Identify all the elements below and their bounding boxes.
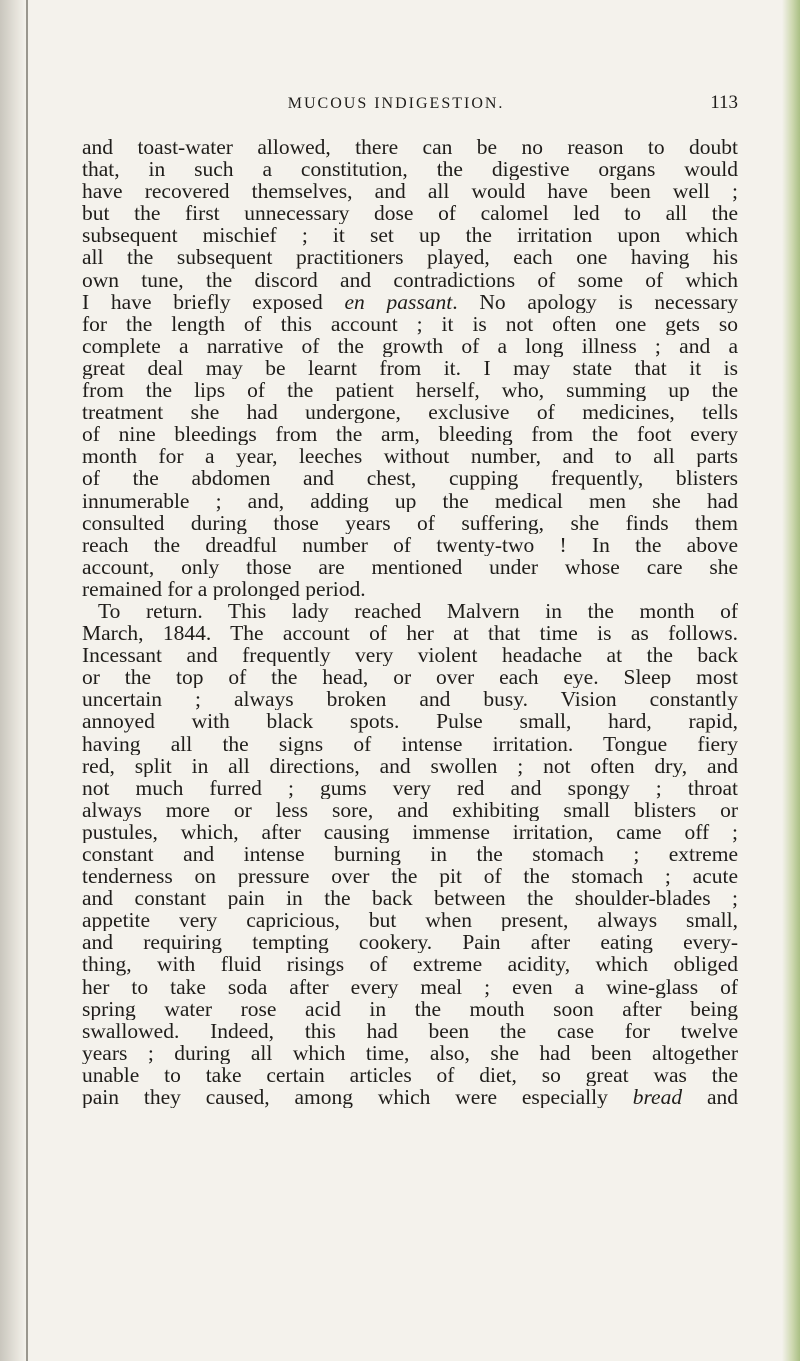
text-line: but the first unnecessary dose of calomel led to all the <box>82 202 738 225</box>
text-line: her to take soda after every meal ; even a wine-glass of <box>82 975 738 998</box>
text-line: March, 1844. The account of her at that time is as follows. <box>82 622 738 645</box>
text-line: or the top of the head, or over each eye. Sleep most <box>82 666 738 689</box>
binding-edge <box>26 0 28 1361</box>
text-line: not much furred ; gums very red and spongy ; throat <box>82 776 738 799</box>
text-line: and requiring tempting cookery. Pain after eating every- <box>82 931 738 954</box>
text-line: always more or less sore, and exhibiting small blisters or <box>82 798 738 821</box>
text-line: thing, with fluid risings of extreme acidity, which obliged <box>82 953 738 976</box>
text-line: have recovered themselves, and all would have been well ; <box>82 180 738 203</box>
text-line: unable to take certain articles of diet, so great was the <box>82 1063 738 1087</box>
text-line: swallowed. Indeed, this had been the case for twelve <box>82 1019 738 1042</box>
text-line: I have briefly exposed en passant. No apology is necessary <box>82 290 738 313</box>
page-gutter-right <box>782 0 800 1361</box>
text-line: treatment she had undergone, exclusive of medicines, tells <box>82 401 738 424</box>
text-line: all the subsequent practitioners played, each one having his <box>82 246 738 269</box>
body-text <box>82 136 738 1108</box>
text-line: remained for a prolonged period. <box>82 577 366 600</box>
text-line: own tune, the discord and contradictions of some of which <box>82 268 738 291</box>
text-line: uncertain ; always broken and busy. Vision constantly <box>82 688 738 711</box>
text-line: month for a year, leeches without number, and to all parts <box>82 445 738 468</box>
text-line: and toast-water allowed, there can be no reason to doubt <box>82 136 738 159</box>
text-line: years ; during all which time, also, she had been altogether <box>82 1041 738 1064</box>
text-line: complete a narrative of the growth of a long illness ; and a <box>82 334 738 357</box>
text-line: consulted during those years of suffering, she finds them <box>82 511 738 534</box>
text-line: pain they caused, among which were especially bread and <box>82 1086 738 1109</box>
text-line: To return. This lady reached Malvern in the month of <box>98 599 738 623</box>
book-page <box>82 92 738 1108</box>
text-line: spring water rose acid in the mouth soon after being <box>82 997 738 1020</box>
text-line: that, in such a constitution, the digestive organs would <box>82 158 738 181</box>
text-line: annoyed with black spots. Pulse small, hard, rapid, <box>82 710 738 733</box>
text-line: constant and intense burning in the stomach ; extreme <box>82 843 738 866</box>
text-line: Incessant and frequently very violent headache at the back <box>82 644 738 667</box>
text-line: account, only those are mentioned under whose care she <box>82 555 738 578</box>
text-line: reach the dreadful number of twenty-two ! In the above <box>82 533 738 556</box>
text-line: from the lips of the patient herself, who, summing up the <box>82 379 738 402</box>
page-gutter-left <box>0 0 26 1361</box>
text-line: tenderness on pressure over the pit of the stomach ; acute <box>82 865 738 888</box>
text-line: of nine bleedings from the arm, bleeding from the foot every <box>82 423 738 446</box>
text-line: innumerable ; and, adding up the medical men she had <box>82 489 738 512</box>
text-line: for the length of this account ; it is not often one gets so <box>82 312 738 335</box>
text-line: appetite very capricious, but when present, always small, <box>82 909 738 932</box>
text-line: of the abdomen and chest, cupping frequently, blisters <box>82 467 738 490</box>
text-line: subsequent mischief ; it set up the irritation upon which <box>82 224 738 247</box>
text-line: red, split in all directions, and swollen ; not often dry, and <box>82 754 738 777</box>
text-line: great deal may be learnt from it. I may state that it is <box>82 356 738 380</box>
text-line: and constant pain in the back between the shoulder-blades ; <box>82 887 738 910</box>
running-head <box>82 92 738 114</box>
text-line: having all the signs of intense irritation. Tongue fiery <box>82 732 738 755</box>
text-line: pustules, which, after causing immense irritation, came off ; <box>82 820 738 843</box>
page-number: 113 <box>710 92 738 113</box>
running-head-title: MUCOUS INDIGESTION. <box>287 95 505 112</box>
